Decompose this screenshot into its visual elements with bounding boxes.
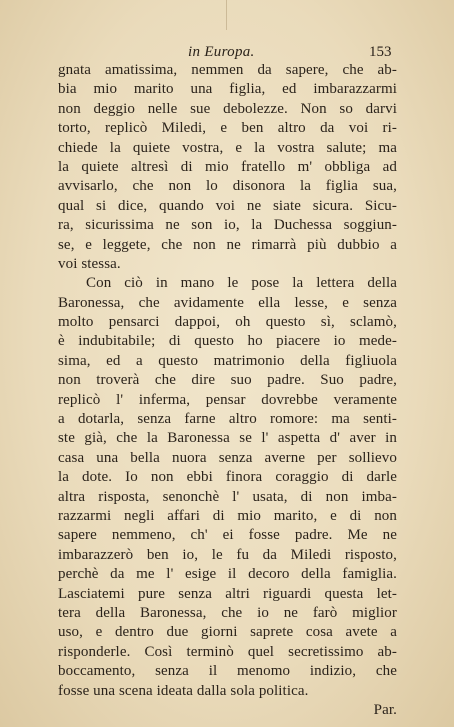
text-line: boccamento, senza il menomo indizio, che: [58, 663, 397, 680]
text-line: la quiete altresì di mio fratello m' obbliga ad: [58, 158, 397, 175]
text-line: gnata amatissima, nemmen da sapere, che ab-: [58, 62, 397, 78]
text-line: a dotarla, senza farne altro romore: ma senti-: [58, 411, 397, 428]
paragraph-start-line: Con ciò in mano le pose la lettera della: [86, 275, 397, 292]
catchword: Par.: [373, 701, 397, 718]
text-line: sapere nemmeno, ch' ei fosse padre. Me ne: [58, 527, 397, 544]
text-line: non deggio nelle sue debolezze. Non so darvi: [58, 100, 397, 117]
text-line: Lasciatemi pure senza altri riguardi questa let-: [58, 585, 397, 602]
text-line: tera della Baronessa, che io ne farò miglior: [58, 604, 397, 621]
text-line: altra risposta, senonchè l' usata, di non imba-: [58, 488, 397, 505]
text-line: voi stessa.: [58, 255, 121, 272]
text-line: torto, replicò Miledi, e ben altro da voi ri-: [58, 120, 397, 137]
text-line: risponderle. Così terminò quel secretissimo ab-: [58, 643, 397, 660]
text-line: qual si dice, quando voi ne siate sicura. Sicu-: [58, 197, 397, 214]
running-head: in Europa.: [188, 44, 255, 60]
text-line: uso, e dentro due giorni saprete cosa avete a: [58, 624, 397, 641]
text-line: ste già, che la Baronessa se l' aspetta d' aver in: [58, 430, 397, 447]
text-line: molto pensarci dappoi, oh questo sì, sclamò,: [58, 314, 397, 331]
catchword-row: [58, 701, 397, 720]
text-line: avvisarlo, che non lo disonora la figlia sua,: [58, 178, 397, 195]
body-text: [58, 61, 397, 720]
text-line: perchè da me l' esige il decoro della famiglia.: [58, 566, 397, 583]
text-line: ra, sicurissima ne son io, la Duchessa soggiun-: [58, 217, 397, 234]
text-line: sima, ed a questo matrimonio della figliuola: [58, 352, 397, 369]
text-line: imbarazzerò ben io, le fu da Miledi risposto,: [58, 546, 397, 563]
text-line: Baronessa, che avidamente ella lesse, e senza: [58, 294, 397, 311]
text-line: chiede la quiete vostra, e la vostra salute; ma: [58, 139, 397, 156]
text-line: casa una bella nuora senza averne per sollievo: [58, 449, 397, 466]
page-fold-mark: [226, 0, 227, 30]
page-number: 153: [369, 44, 392, 60]
text-line: è indubitabile; di questo ho piacere io mede-: [58, 333, 397, 350]
text-line: replicò l' inferma, pensar dovrebbe veramente: [58, 391, 397, 408]
text-line: se, e leggete, che non ne rimarrà più dubbio a: [58, 236, 397, 253]
text-line: la dote. Io non ebbi finora coraggio di darle: [58, 469, 397, 486]
text-line: bia mio marito una figlia, ed imbarazzarmi: [58, 81, 397, 98]
text-line: fosse una scena ideata dalla sola politica.: [58, 682, 309, 699]
text-line: razzarmi negli affari di mio marito, e di non: [58, 507, 397, 524]
text-line: non troverà che dire suo padre. Suo padre,: [58, 372, 397, 389]
